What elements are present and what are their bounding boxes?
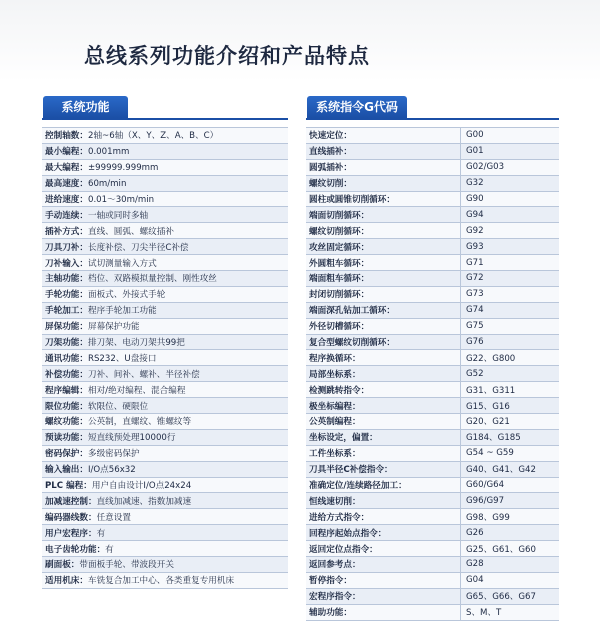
gcode-row bbox=[306, 541, 559, 557]
gcode-row bbox=[306, 525, 559, 541]
function-label: 程序编辑： bbox=[45, 385, 88, 396]
function-value: RS232、U盘接口 bbox=[87, 353, 157, 364]
gcode-value: G98、G99 bbox=[466, 512, 510, 523]
gcode-label: 刀具半径C补偿指令： bbox=[306, 462, 461, 477]
heading-rule bbox=[42, 118, 288, 120]
gcode-label: 极坐标编程： bbox=[306, 398, 461, 413]
gcode-row bbox=[306, 573, 559, 589]
gcode-value: G52 bbox=[466, 368, 484, 379]
function-value: 60m/min bbox=[87, 179, 127, 190]
function-value: I/O点56x32 bbox=[87, 465, 136, 476]
gcode-row bbox=[306, 239, 559, 255]
function-value: 用户自由设计I/O点24x24 bbox=[91, 481, 192, 492]
gcode-row bbox=[306, 509, 559, 525]
function-label: 电子齿轮功能： bbox=[45, 544, 106, 555]
gcode-label: 快速定位： bbox=[306, 128, 461, 143]
gcode-label: 坐标设定，偏置： bbox=[306, 430, 461, 445]
function-label: 加减速控制： bbox=[45, 496, 97, 507]
function-row bbox=[42, 144, 288, 160]
gcode-row bbox=[306, 287, 559, 303]
function-label: 手动连续： bbox=[45, 210, 88, 221]
gcode-label: 圆弧插补： bbox=[306, 160, 461, 175]
function-row bbox=[42, 541, 288, 557]
gcode-heading: 系统指令G代码 bbox=[307, 96, 407, 118]
function-value: 一轴或同时多轴 bbox=[87, 210, 149, 221]
gcode-value: G72 bbox=[466, 273, 484, 284]
gcode-value: G31、G311 bbox=[466, 385, 516, 396]
function-row bbox=[42, 414, 288, 430]
function-value: 任意设置 bbox=[96, 512, 131, 523]
gcode-row bbox=[306, 493, 559, 509]
function-row bbox=[42, 366, 288, 382]
function-label: 用户宏程序： bbox=[45, 528, 97, 539]
gcode-value: G76 bbox=[466, 337, 484, 348]
gcode-value: G26 bbox=[466, 527, 484, 538]
function-value: 带面板手轮、带波段开关 bbox=[79, 560, 174, 571]
function-label: 最大编程： bbox=[45, 163, 88, 174]
gcode-row bbox=[306, 192, 559, 208]
function-row bbox=[42, 446, 288, 462]
gcode-label: 外圆粗车循环： bbox=[306, 255, 461, 270]
gcode-row bbox=[306, 462, 559, 478]
gcode-value: G92 bbox=[466, 225, 484, 236]
function-row bbox=[42, 430, 288, 446]
gcode-table bbox=[306, 127, 559, 621]
function-value: 直线加减速、指数加减速 bbox=[96, 496, 192, 507]
gcode-value: G96/G97 bbox=[466, 495, 505, 506]
function-row bbox=[42, 271, 288, 287]
function-value: 排刀架、电动刀架共99把 bbox=[87, 338, 185, 349]
function-row bbox=[42, 382, 288, 398]
function-label: 输入输出： bbox=[45, 465, 88, 476]
function-value: 长度补偿、刀尖半径C补偿 bbox=[87, 242, 189, 253]
gcode-label: 端面切削循环： bbox=[306, 207, 461, 222]
function-row bbox=[42, 160, 288, 176]
gcode-value: G65、G66、G67 bbox=[466, 592, 536, 603]
gcode-row bbox=[306, 160, 559, 176]
function-label: 进给速度： bbox=[45, 195, 88, 205]
gcode-value: G00 bbox=[466, 130, 484, 141]
function-row bbox=[42, 255, 288, 271]
gcode-label: 准确定位/连续路径加工： bbox=[306, 478, 461, 493]
gcode-label: 辅助功能： bbox=[306, 605, 461, 620]
page-header bbox=[0, 0, 600, 82]
gcode-row bbox=[306, 335, 559, 351]
gcode-value: G184、G185 bbox=[466, 433, 521, 444]
function-label: 主轴功能： bbox=[45, 274, 88, 285]
gcode-value: G54 ~ G59 bbox=[466, 448, 514, 459]
function-value: 0.01～30m/min bbox=[87, 195, 155, 205]
gcode-value: G04 bbox=[466, 575, 484, 586]
gcode-row bbox=[306, 382, 559, 398]
function-value: ±99999.999mm bbox=[87, 163, 159, 174]
gcode-label: 宏程序指令： bbox=[306, 589, 461, 604]
gcode-label: 端面粗车循环： bbox=[306, 271, 461, 286]
gcode-label: 外径切槽循环： bbox=[306, 319, 461, 334]
gcode-row bbox=[306, 414, 559, 430]
gcode-label: 程序换循环： bbox=[306, 350, 461, 365]
gcode-row bbox=[306, 223, 559, 239]
function-value: 档位、双路模拟量控制、刚性攻丝 bbox=[87, 274, 217, 285]
system-functions-heading: 系统功能 bbox=[43, 96, 128, 118]
gcode-value: G90 bbox=[466, 194, 484, 204]
function-value: 试切测量输入方式 bbox=[87, 258, 157, 269]
gcode-value: G22、G800 bbox=[466, 353, 516, 364]
system-functions-list bbox=[42, 127, 288, 589]
function-value: 车铣复合加工中心、各类重复专用机床 bbox=[87, 576, 235, 587]
gcode-label: 螺纹切削： bbox=[306, 176, 461, 191]
gcode-value: G74 bbox=[466, 305, 484, 316]
function-value: 相对/绝对编程、混合编程 bbox=[87, 385, 186, 396]
gcode-label: 直线插补： bbox=[306, 144, 461, 159]
function-row bbox=[42, 287, 288, 303]
function-row bbox=[42, 398, 288, 414]
function-label: 手轮加工： bbox=[45, 306, 88, 317]
gcode-value: G75 bbox=[466, 321, 484, 332]
function-row bbox=[42, 509, 288, 525]
function-label: 最小编程： bbox=[45, 147, 88, 158]
gcode-value: G40、G41、G42 bbox=[466, 465, 536, 476]
gcode-row bbox=[306, 446, 559, 462]
gcode-row bbox=[306, 303, 559, 319]
function-value: 直线、圆弧、螺纹插补 bbox=[87, 226, 174, 237]
function-row bbox=[42, 192, 288, 208]
heading-rule bbox=[306, 118, 559, 120]
gcode-value: G25、G61、G60 bbox=[466, 544, 536, 555]
gcode-row bbox=[306, 589, 559, 605]
system-functions-panel bbox=[42, 96, 288, 589]
gcode-label: 封闭切削循环： bbox=[306, 287, 461, 302]
gcode-label: 返回定位点指令： bbox=[306, 541, 461, 556]
gcode-row bbox=[306, 605, 559, 621]
function-value: 软限位、硬限位 bbox=[87, 401, 149, 412]
gcode-row bbox=[306, 255, 559, 271]
function-label: 预读功能： bbox=[45, 433, 88, 444]
function-row bbox=[42, 462, 288, 478]
gcode-row bbox=[306, 319, 559, 335]
function-label: 限位功能： bbox=[45, 401, 88, 412]
function-label: 手轮功能： bbox=[45, 290, 88, 301]
gcode-row bbox=[306, 557, 559, 573]
function-row bbox=[42, 207, 288, 223]
function-label: 插补方式： bbox=[45, 226, 88, 237]
gcode-value: G28 bbox=[466, 559, 484, 570]
function-label: 编码器线数： bbox=[45, 512, 97, 523]
gcode-label: 恒线速切削： bbox=[306, 493, 461, 508]
gcode-label: 回程序起始点指令： bbox=[306, 525, 461, 540]
function-label: 刀具刀补： bbox=[45, 242, 88, 253]
gcode-label: 攻丝固定循环： bbox=[306, 239, 461, 254]
gcode-value: G01 bbox=[466, 146, 484, 157]
function-label: 刀架功能： bbox=[45, 338, 88, 349]
function-value: 有 bbox=[105, 544, 114, 555]
function-value: 刀补、间补、螺补、半径补偿 bbox=[87, 369, 200, 380]
gcode-value: G93 bbox=[466, 241, 484, 252]
function-value: 2轴~6轴（X、Y、Z、A、B、C） bbox=[87, 131, 219, 142]
gcode-row bbox=[306, 350, 559, 366]
function-row bbox=[42, 303, 288, 319]
function-label: 控制轴数： bbox=[45, 131, 88, 142]
gcode-row bbox=[306, 398, 559, 414]
gcode-label: 圆柱或圆锥切削循环： bbox=[306, 192, 461, 207]
function-value: 0.001mm bbox=[87, 147, 130, 158]
gcode-label: 暂停指令： bbox=[306, 573, 461, 588]
function-value: 程序手轮加工功能 bbox=[87, 306, 157, 317]
function-row bbox=[42, 493, 288, 509]
gcode-value: G15、G16 bbox=[466, 401, 510, 412]
function-value: 短直线预处理10000行 bbox=[87, 433, 176, 444]
function-row bbox=[42, 239, 288, 255]
function-label: PLC 编程： bbox=[45, 481, 92, 492]
gcode-label: 螺纹切削循环： bbox=[306, 223, 461, 238]
gcode-label: 工件坐标系： bbox=[306, 446, 461, 461]
gcode-label: 公英制编程： bbox=[306, 414, 461, 429]
function-row bbox=[42, 176, 288, 192]
function-value: 面板式、外接式手轮 bbox=[87, 290, 166, 301]
function-value: 公英制，直螺纹、锥螺纹等 bbox=[87, 417, 192, 428]
gcode-label: 端面深孔钻加工循环： bbox=[306, 303, 461, 318]
function-label: 最高速度： bbox=[45, 179, 88, 190]
gcode-value: G32 bbox=[466, 178, 484, 189]
function-label: 刷面板： bbox=[45, 560, 80, 571]
function-row bbox=[42, 557, 288, 573]
function-row bbox=[42, 525, 288, 541]
function-row bbox=[42, 350, 288, 366]
gcode-row bbox=[306, 366, 559, 382]
function-row bbox=[42, 319, 288, 335]
function-label: 刀补输入： bbox=[45, 258, 88, 269]
function-label: 补偿功能： bbox=[45, 369, 88, 380]
function-row bbox=[42, 128, 288, 144]
gcode-label: 检测跳转指令： bbox=[306, 382, 461, 397]
gcode-value: S、M、T bbox=[466, 608, 502, 619]
page-title: 总线系列功能介绍和产品特点 bbox=[84, 44, 370, 68]
gcode-value: G71 bbox=[466, 257, 484, 268]
function-value: 多级密码保护 bbox=[87, 449, 140, 460]
gcode-value: G20、G21 bbox=[466, 417, 510, 428]
function-label: 螺纹功能： bbox=[45, 417, 88, 428]
gcode-value: G73 bbox=[466, 289, 484, 300]
gcode-row bbox=[306, 478, 559, 494]
function-value: 有 bbox=[96, 528, 106, 539]
gcode-row bbox=[306, 207, 559, 223]
function-value: 屏幕保护功能 bbox=[87, 322, 140, 333]
function-label: 密码保护： bbox=[45, 449, 88, 460]
gcode-label: 返回参考点： bbox=[306, 557, 461, 572]
gcode-label: 复合型螺纹切削循环： bbox=[306, 335, 461, 350]
gcode-panel bbox=[306, 96, 559, 621]
gcode-label: 进给方式指令： bbox=[306, 509, 461, 524]
function-row bbox=[42, 478, 288, 494]
gcode-row bbox=[306, 144, 559, 160]
gcode-row bbox=[306, 176, 559, 192]
gcode-row bbox=[306, 430, 559, 446]
gcode-label: 局部坐标系： bbox=[306, 366, 461, 381]
function-row bbox=[42, 573, 288, 589]
gcode-value: G94 bbox=[466, 209, 484, 220]
gcode-value: G60/G64 bbox=[466, 480, 505, 491]
function-label: 屏保功能： bbox=[45, 322, 88, 333]
function-row bbox=[42, 335, 288, 351]
function-row bbox=[42, 223, 288, 239]
gcode-row bbox=[306, 128, 559, 144]
function-label: 适用机床： bbox=[45, 576, 88, 587]
function-label: 通讯功能： bbox=[45, 353, 88, 364]
gcode-row bbox=[306, 271, 559, 287]
gcode-value: G02/G03 bbox=[466, 162, 505, 173]
